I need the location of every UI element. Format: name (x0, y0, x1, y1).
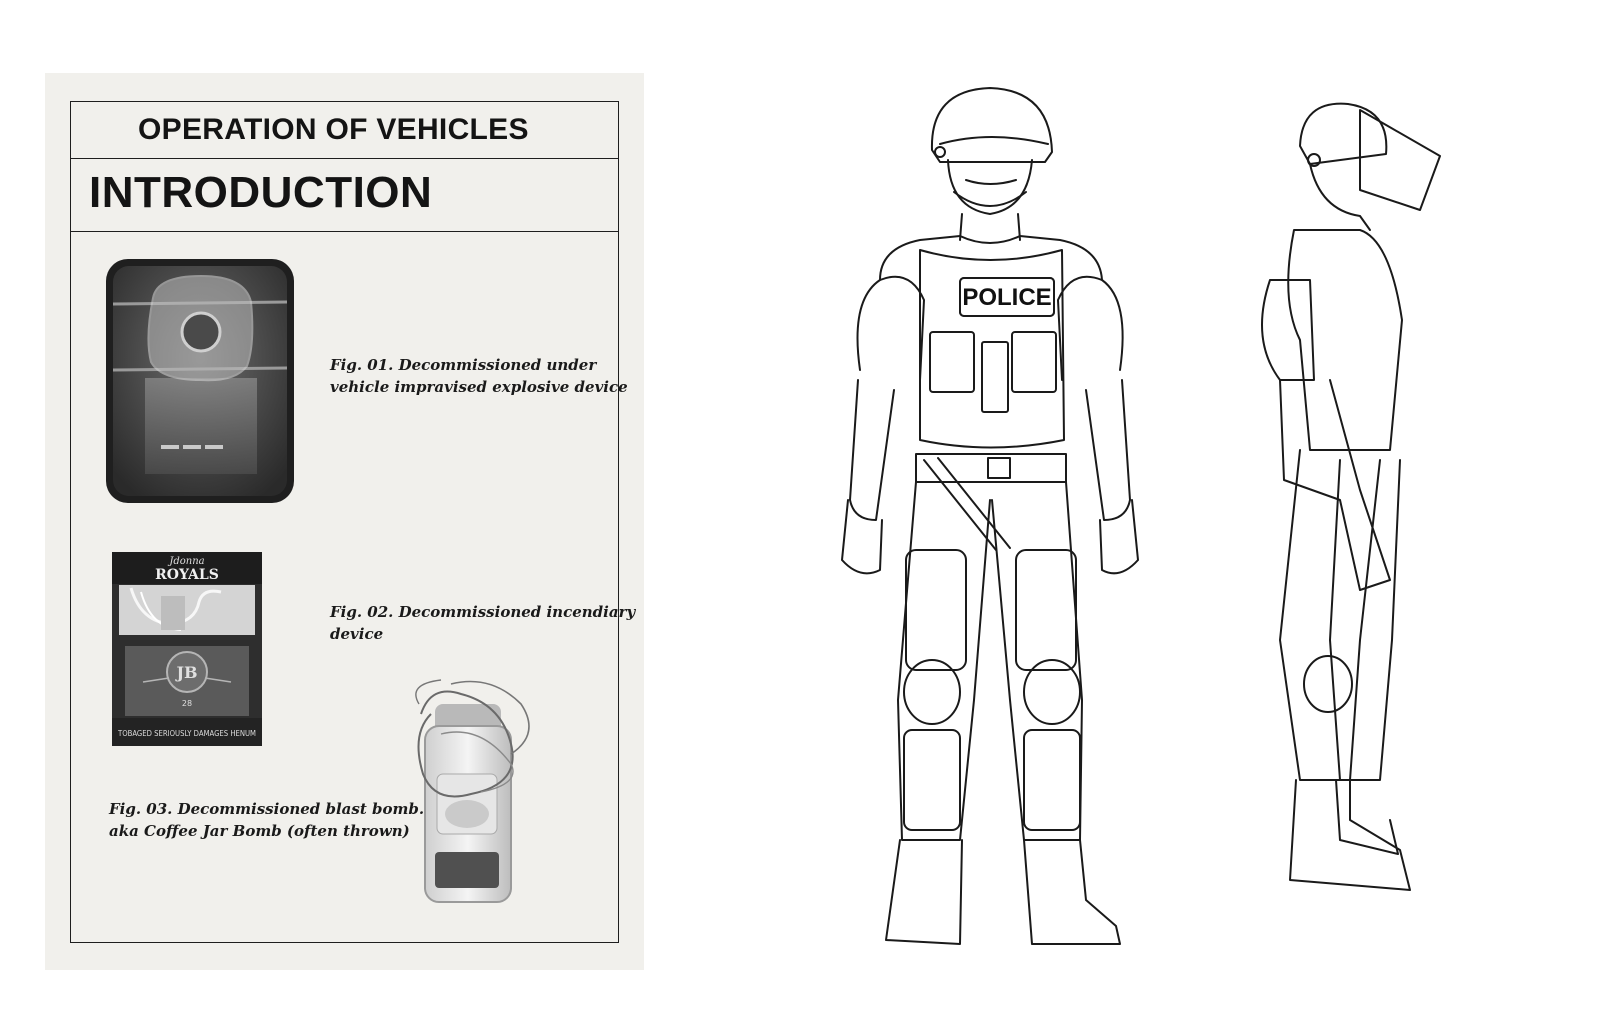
section-divider (71, 231, 618, 232)
figure-02-pack-brand-script: Jdonna (169, 556, 205, 567)
side-officer-figure (1262, 104, 1440, 890)
figure-02-caption (330, 601, 635, 645)
figure-03-caption-line-1: Fig. 03. Decommissioned blast bomb. (109, 800, 425, 818)
header-title: OPERATION OF VEHICLES (138, 113, 529, 146)
figure-02-pack-warning: TOBAGED SERIOUSLY DAMAGES HENUM (117, 729, 256, 738)
figure-02-caption-line-1: Fig. 02. Decommissioned incendiary (330, 603, 636, 621)
figure-02-pack-number: 28 (181, 699, 193, 708)
figure-02-caption-line-2: device (330, 625, 384, 643)
section-title: INTRODUCTION (89, 168, 433, 217)
figure-03-caption-line-2: aka Coffee Jar Bomb (often thrown) (109, 822, 410, 840)
document-page (45, 73, 644, 970)
header-band (71, 102, 618, 159)
figure-02-image (111, 552, 263, 746)
figure-03-caption (109, 798, 424, 842)
figure-03-image (401, 674, 551, 906)
vest-label: POLICE (962, 284, 1052, 311)
riot-police-illustration (820, 80, 1460, 970)
figure-02-pack-brand: ROYALS (155, 567, 219, 583)
figure-01-image (105, 258, 295, 504)
front-officer-figure (842, 88, 1138, 944)
figure-01-caption (330, 354, 628, 398)
figure-01-caption-line-1: Fig. 01. Decommissioned under (330, 356, 597, 374)
figure-02-pack-monogram: JB (176, 663, 198, 682)
figure-01-caption-line-2: vehicle impravised explosive device (330, 378, 628, 396)
document-frame (70, 101, 636, 943)
